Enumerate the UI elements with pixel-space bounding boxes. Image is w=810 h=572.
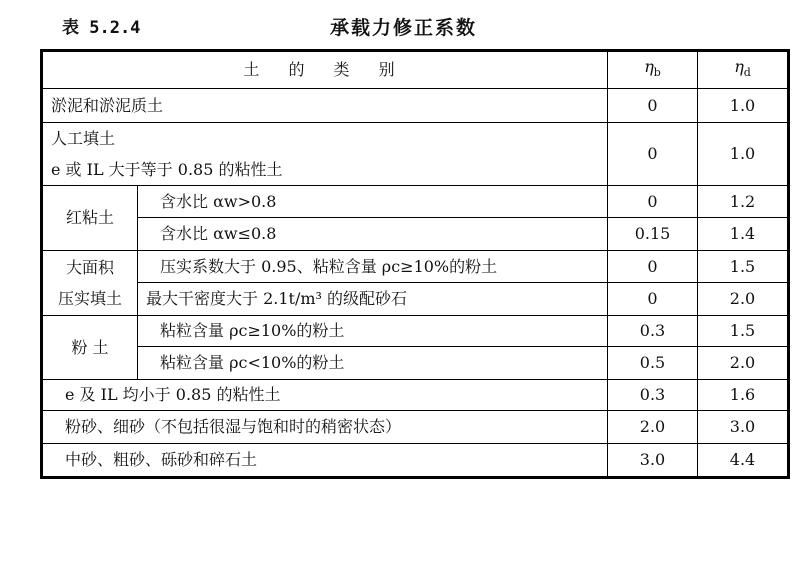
table-label: 表 5.2.4 (62, 18, 141, 38)
eta-d-value: 1.0 (698, 89, 789, 123)
table-row (42, 411, 789, 444)
row-label: 中砂、粗砂、砾砂和碎石土 (42, 444, 608, 478)
category-label: 红粘土 (42, 186, 138, 251)
eta-d-value: 1.4 (698, 218, 789, 251)
category-label: 粉 土 (42, 316, 138, 380)
eta-b-value: 0 (608, 251, 698, 283)
header-soil-type: 土 的 类 别 (42, 51, 608, 89)
eta-b-value: 0 (608, 89, 698, 123)
category-label: 大面积 压实填土 (42, 251, 138, 316)
eta-b-value: 0.3 (608, 316, 698, 347)
eta-d-value: 1.6 (698, 380, 789, 411)
eta-d-value: 1.2 (698, 186, 789, 218)
table-row (42, 186, 789, 218)
eta-d-value: 1.5 (698, 316, 789, 347)
eta-b-value: 0.3 (608, 380, 698, 411)
row-label: 压实系数大于 0.95、粘粒含量 ρc≥10%的粉土 (138, 251, 608, 283)
eta-b-value: 3.0 (608, 444, 698, 478)
eta-b-value: 0 (608, 186, 698, 218)
row-label: e 及 IL 均小于 0.85 的粘性土 (42, 380, 608, 411)
row-label: 淤泥和淤泥质土 (42, 89, 608, 123)
row-label: 含水比 αw>0.8 (138, 186, 608, 218)
header-row (42, 51, 789, 89)
table-row (42, 380, 789, 411)
eta-d-value: 2.0 (698, 283, 789, 316)
eta-d-value: 2.0 (698, 347, 789, 380)
table-row (42, 89, 789, 123)
row-label: 粘粒含量 ρc<10%的粉土 (138, 347, 608, 380)
row-label: 粉砂、细砂（不包括很湿与饱和时的稍密状态） (42, 411, 608, 444)
eta-b-value: 2.0 (608, 411, 698, 444)
eta-b-value: 0.15 (608, 218, 698, 251)
table-row (42, 283, 789, 316)
row-label: 粘粒含量 ρc≥10%的粉土 (138, 316, 608, 347)
header-eta-b: $\eta_b$ (608, 51, 698, 89)
table-row (42, 444, 789, 478)
eta-b-value: 0 (608, 123, 698, 186)
table-row (42, 251, 789, 283)
table-row (42, 218, 789, 251)
header-eta-d: $\eta_d$ (698, 51, 789, 89)
table-row (42, 123, 789, 186)
eta-d-value: 3.0 (698, 411, 789, 444)
eta-b-value: 0 (608, 283, 698, 316)
table-row (42, 316, 789, 347)
table-row (42, 347, 789, 380)
row-label: 最大干密度大于 2.1t/m³ 的级配砂石 (138, 283, 608, 316)
eta-d-value: 1.0 (698, 123, 789, 186)
eta-d-value: 1.5 (698, 251, 789, 283)
row-label: 含水比 αw≤0.8 (138, 218, 608, 251)
table-title: 承载力修正系数 (330, 17, 478, 39)
correction-factor-table (40, 49, 790, 479)
eta-b-value: 0.5 (608, 347, 698, 380)
row-label: 人工填土 e 或 IL 大于等于 0.85 的粘性土 (42, 123, 608, 186)
eta-d-value: 4.4 (698, 444, 789, 478)
